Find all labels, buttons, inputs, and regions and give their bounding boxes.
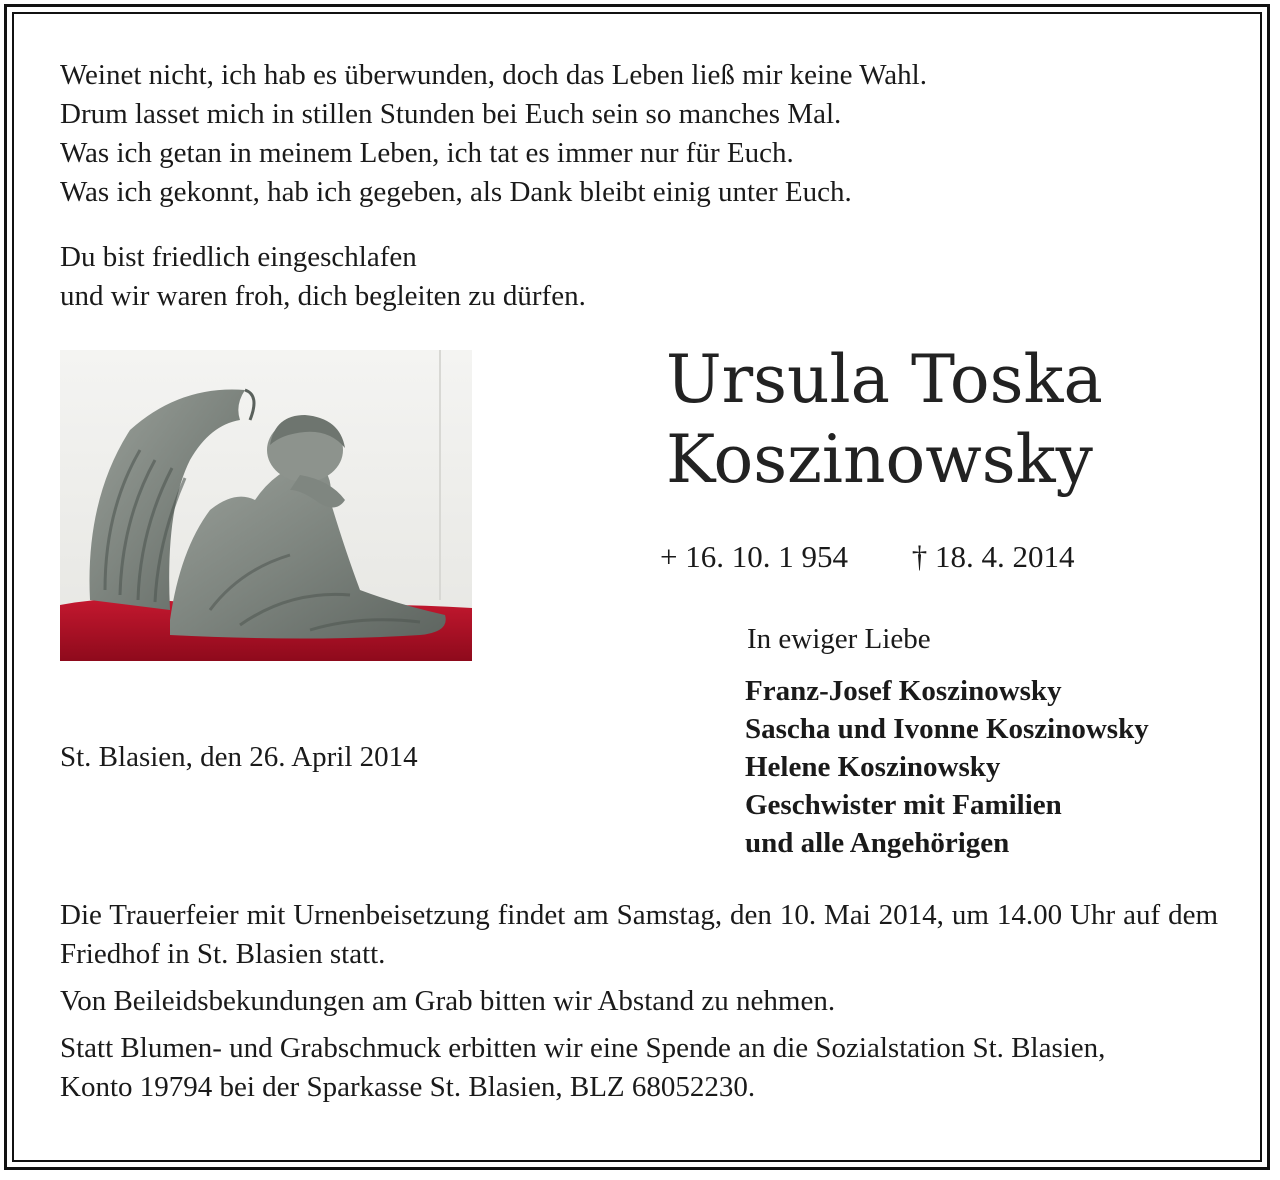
funeral-notice <box>60 896 1218 1107</box>
poem-line: Drum lasset mich in stillen Stunden bei Euch sein so manches Mal. <box>60 98 842 130</box>
sleeping-angel-statue-image <box>60 350 472 661</box>
condolence-request: Von Beileidsbekundungen am Grab bitten wir Abstand zu nehmen. <box>60 985 836 1017</box>
surname: Koszinowsky <box>666 421 1093 498</box>
donation-line: Konto 19794 bei der Sparkasse St. Blasien, BLZ 68052230. <box>60 1071 756 1103</box>
funeral-details: Die Trauerfeier mit Urnenbeisetzung findet am Samstag, den 10. Mai 2014, um 14.00 Uhr auf dem Friedhof in St. Blasien statt. <box>60 899 1218 970</box>
place-and-date: St. Blasien, den 26. April 2014 <box>60 741 418 773</box>
mourner-name: Sascha und Ivonne Koszinowsky <box>745 713 1149 745</box>
first-names: Ursula Toska <box>666 341 1103 418</box>
angel-photo <box>60 350 472 661</box>
poem-line: Weinet nicht, ich hab es überwunden, doch das Leben ließ mir keine Wahl. <box>60 59 927 91</box>
death-date: † 18. 4. 2014 <box>911 539 1075 574</box>
life-dates <box>660 537 1074 577</box>
poem-line: Du bist friedlich eingeschlafen <box>60 241 417 273</box>
donation-line: Statt Blumen- und Grabschmuck erbitten wir eine Spende an die Sozialstation St. Blasien, <box>60 1032 1106 1064</box>
donation-request <box>60 1029 1218 1107</box>
mourner-name: Franz-Josef Koszinowsky <box>745 675 1062 707</box>
deceased-name <box>666 340 1103 500</box>
poem-line: und wir waren froh, dich begleiten zu dürfen. <box>60 280 586 312</box>
poem-line: Was ich getan in meinem Leben, ich tat es immer nur für Euch. <box>60 137 794 169</box>
poem-stanza-1 <box>60 56 927 212</box>
mourner-name: Geschwister mit Familien <box>745 789 1062 821</box>
mourner-name: und alle Angehörigen <box>745 827 1010 859</box>
poem-line: Was ich gekonnt, hab ich gegeben, als Dank bleibt einig unter Euch. <box>60 176 852 208</box>
poem-stanza-2 <box>60 238 586 316</box>
mourner-name: Helene Koszinowsky <box>745 751 1001 783</box>
birth-date: + 16. 10. 1 954 <box>660 539 848 574</box>
mourners-list <box>745 672 1149 862</box>
mourners-intro: In ewiger Liebe <box>747 623 931 655</box>
